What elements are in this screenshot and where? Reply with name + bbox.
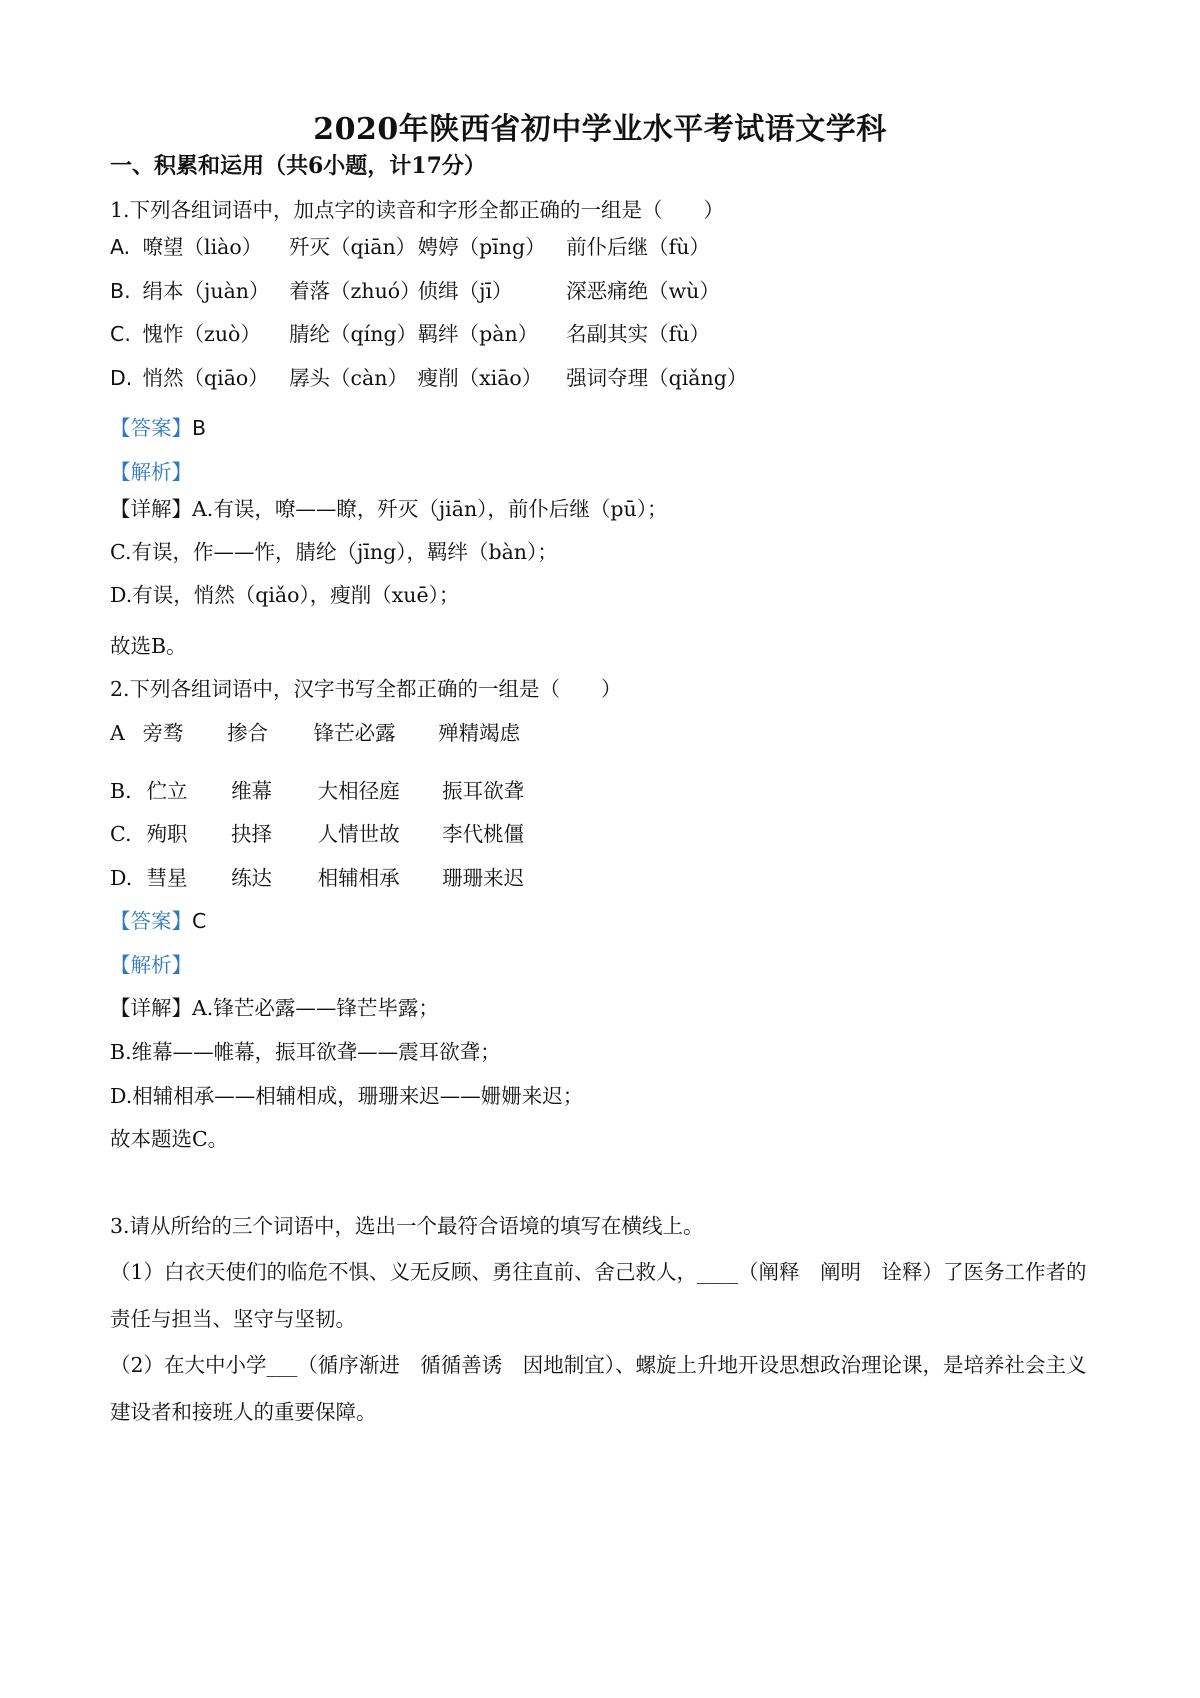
q2-option-d	[110, 864, 524, 892]
option-word: 名副其实（fù）	[566, 322, 710, 346]
option-word: 伫立	[146, 779, 188, 803]
option-letter: D.	[110, 366, 133, 390]
option-word: 歼灭（qiān）	[289, 235, 417, 259]
option-word: 振耳欲聋	[442, 779, 525, 803]
option-word: 愧怍（zuò）	[142, 322, 261, 346]
option-word: 李代桃僵	[442, 822, 525, 846]
option-word: 嘹望（liào）	[142, 235, 263, 259]
option-word: 练达	[231, 866, 273, 890]
answer-label: 【答案】	[110, 416, 192, 440]
option-word: 悄然（qiāo）	[142, 366, 269, 390]
option-word: 孱头（càn）	[289, 366, 408, 390]
q2-detail-line: B.维幕——帷幕，振耳欲聋——震耳欲聋；	[110, 1040, 501, 1064]
option-letter: C.	[110, 322, 131, 346]
section-heading: 一、积累和运用（共6小题，计17分）	[110, 153, 486, 179]
q2-option-b	[110, 777, 524, 805]
q1-detail-line: C.有误，作——怍，腈纶（jīng），羁绊（bàn）；	[110, 540, 558, 564]
option-word: 彗星	[146, 866, 188, 890]
option-word: 锋芒必露	[313, 721, 396, 745]
q3-stem: 3.请从所给的三个词语中，选出一个最符合语境的填写在横线上。	[110, 1214, 704, 1238]
q1-detail-line: D.有误，悄然（qiǎo），瘦削（xuē）；	[110, 583, 460, 607]
q1-detail-line: 【详解】A.有误，嘹——瞭，歼灭（jiān），前仆后继（pū）；	[110, 497, 668, 521]
page-title: 2020年陕西省初中学业水平考试语文学科	[313, 112, 887, 147]
q1-conclusion: 故选B。	[110, 634, 187, 658]
option-word: 掺合	[227, 721, 269, 745]
q3-paragraph-2: （2）在大中小学___（循序渐进 循循善诱 因地制宜）、螺旋上升地开设思想政治理论课，是培养社会主义建设者和接班人的重要保障。	[110, 1353, 1087, 1424]
q1-option-d	[110, 364, 747, 392]
option-word: 着落（zhuó）	[289, 279, 421, 303]
option-word: 珊珊来迟	[442, 866, 525, 890]
q1-stem: 1.下列各组词语中，加点字的读音和字形全都正确的一组是（ ）	[110, 198, 725, 222]
answer-value: C	[192, 909, 207, 933]
q1-analysis-label: 【解析】	[110, 460, 192, 484]
option-letter: D.	[110, 866, 133, 890]
option-letter: B.	[110, 279, 131, 303]
option-word: 前仆后继（fù）	[566, 235, 710, 259]
option-letter: B.	[110, 779, 132, 803]
q2-conclusion: 故本题选C。	[110, 1127, 229, 1151]
q2-answer	[110, 907, 206, 935]
option-word: 抉择	[231, 822, 273, 846]
option-word: 大相径庭	[317, 779, 400, 803]
q1-answer	[110, 414, 206, 442]
option-word: 相辅相承	[317, 866, 400, 890]
q2-option-a	[110, 719, 520, 747]
option-letter: A.	[110, 235, 131, 259]
option-word: 娉婷（pīng）	[417, 235, 546, 259]
q2-detail-line: D.相辅相承——相辅相成，珊珊来迟——姗姗来迟；	[110, 1084, 584, 1108]
q2-option-c	[110, 820, 524, 848]
q1-option-b	[110, 277, 720, 305]
option-letter: C.	[110, 822, 132, 846]
option-letter: A	[110, 721, 125, 745]
option-word: 瘦削（xiāo）	[417, 366, 543, 390]
option-word: 侦缉（jī）	[417, 279, 513, 303]
q2-detail-line: 【详解】A.锋芒必露——锋芒毕露；	[110, 996, 439, 1020]
option-word: 羁绊（pàn）	[417, 322, 539, 346]
option-word: 殚精竭虑	[438, 721, 521, 745]
q3-paragraph-1: （1）白衣天使们的临危不惧、义无反顾、勇往直前、舍己救人，____（阐释 阐明 诠释）了医务工作者的责任与担当、坚守与坚韧。	[110, 1260, 1087, 1331]
option-word: 维幕	[231, 779, 273, 803]
option-word: 强词夺理（qiǎng）	[566, 366, 748, 390]
option-word: 绢本（juàn）	[142, 279, 270, 303]
q2-stem: 2.下列各组词语中，汉字书写全都正确的一组是（ ）	[110, 677, 622, 701]
q1-option-a	[110, 233, 710, 261]
q2-analysis-label: 【解析】	[110, 953, 192, 977]
option-word: 旁骛	[142, 721, 184, 745]
option-word: 腈纶（qíng）	[289, 322, 418, 346]
q1-option-c	[110, 320, 710, 348]
option-word: 殉职	[146, 822, 188, 846]
answer-label: 【答案】	[110, 909, 192, 933]
option-word: 人情世故	[317, 822, 400, 846]
answer-value: B	[192, 416, 207, 440]
option-word: 深恶痛绝（wù）	[566, 279, 720, 303]
